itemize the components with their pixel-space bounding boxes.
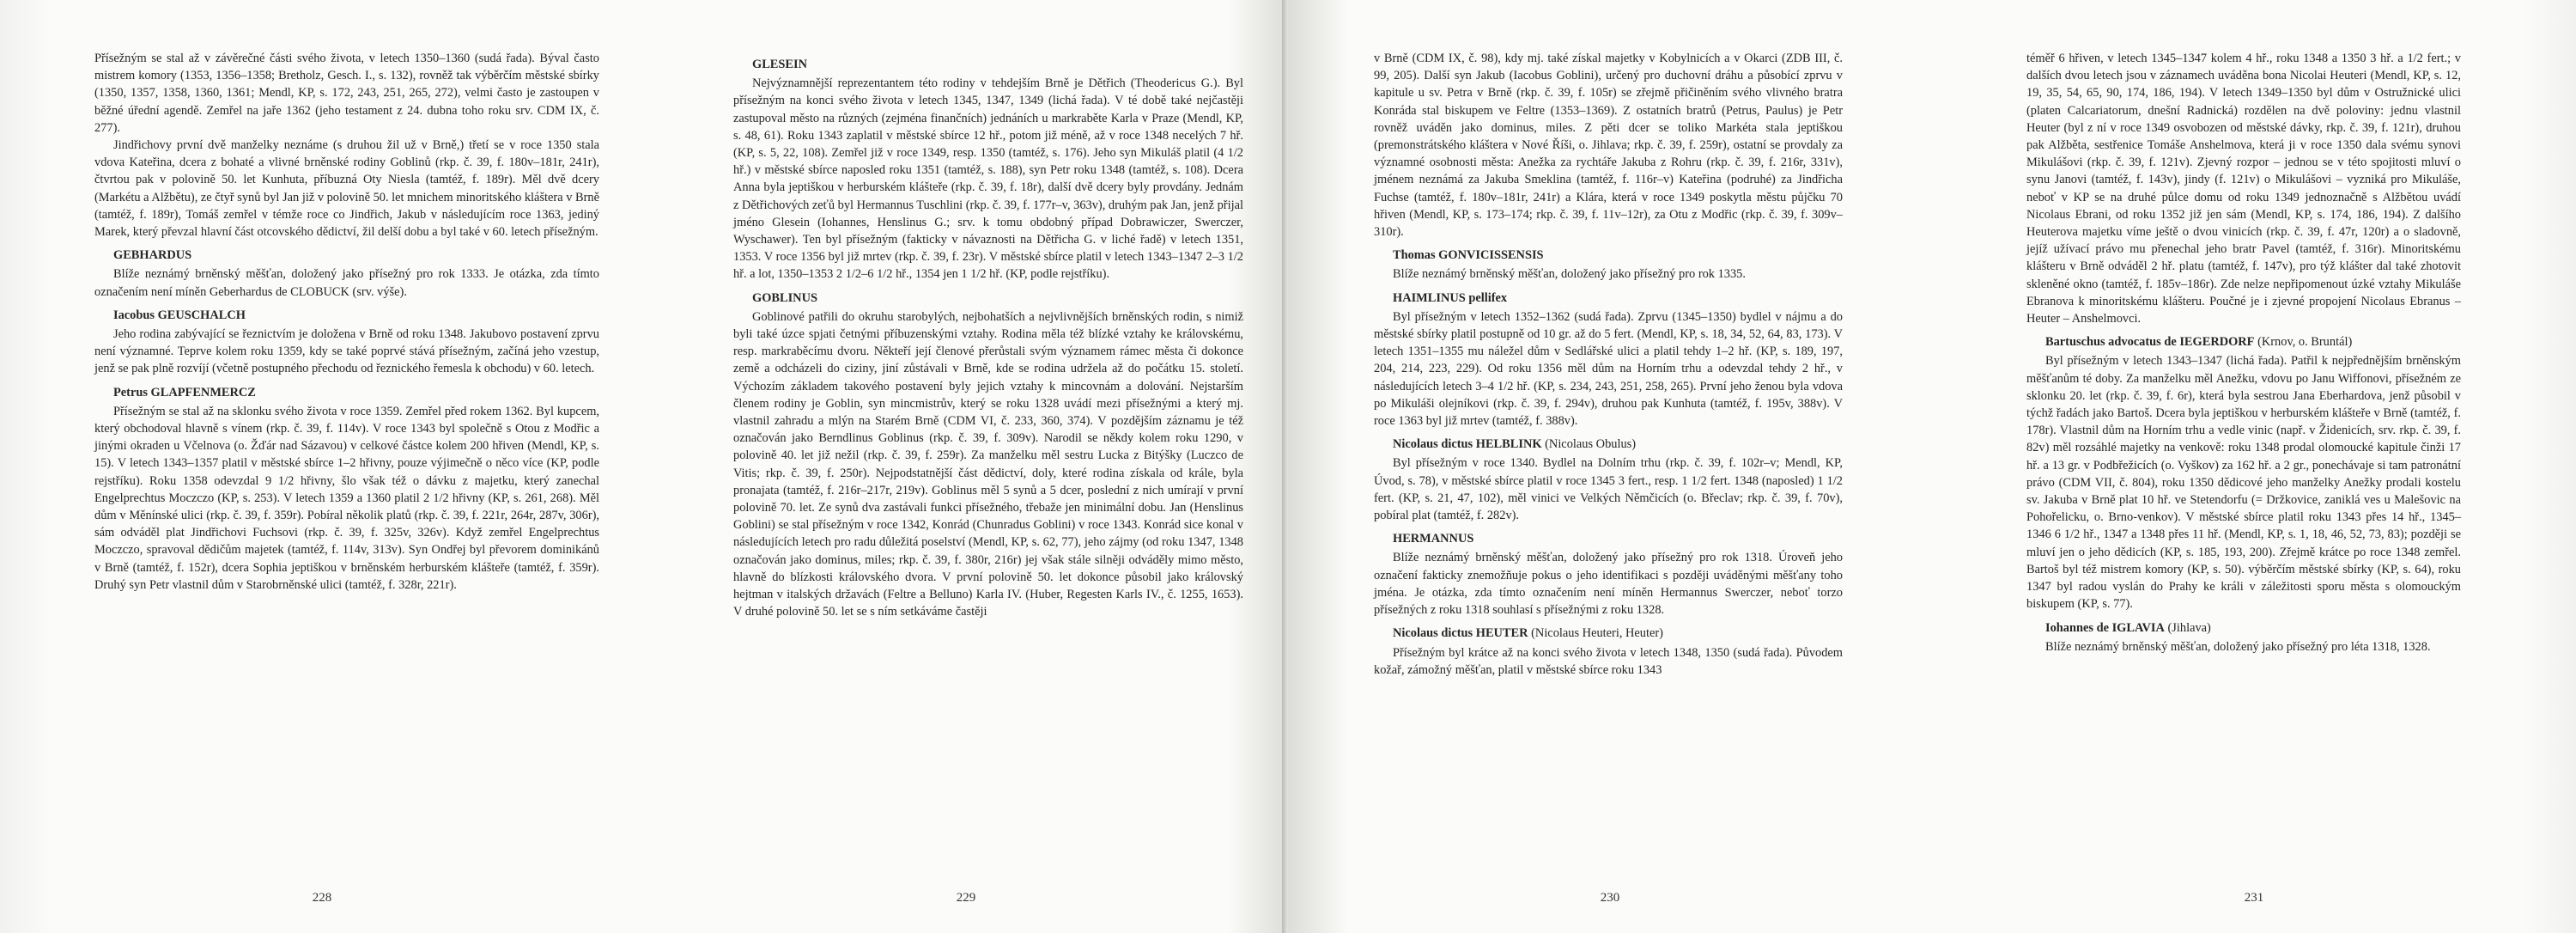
- paragraph: Jeho rodina zabývající se řeznictvím je doložena v Brně od roku 1348. Jakubovo postavení zprvu není významné. Teprve kolem roku 1359, kdy se také poprvé stává přísežným, začíná jeho vzestup, jenž se pak plně rozvíjí (včetně postupného přechodu od řeznického řemesla k obchodu) v 60. letech.: [94, 327, 599, 376]
- page-right-outer: [1932, 0, 2576, 933]
- page-number: 228: [312, 891, 332, 905]
- entry-name: HERMANNUS: [1393, 532, 1474, 546]
- page-number: 230: [1600, 891, 1620, 905]
- entry-name: HAIMLINUS pellifex: [1393, 290, 1508, 305]
- entry-name-note: (Krnov, o. Bruntál): [2254, 335, 2353, 350]
- entry-heading: [113, 307, 599, 324]
- page-left-inner: [644, 0, 1288, 933]
- page-text: [94, 50, 599, 594]
- entry-name: Petrus GLAPFENMERCZ: [113, 385, 256, 399]
- entry-name: GLESEIN: [752, 58, 807, 71]
- entry-heading: [2045, 619, 2461, 637]
- entry-heading: [2045, 333, 2461, 351]
- page-number: 231: [2244, 891, 2264, 905]
- page-left-outer: [0, 0, 644, 933]
- entry-name: Iacobus GEUSCHALCH: [113, 308, 246, 322]
- paragraph: Jindřichovy první dvě manželky neznáme (s druhou žil už v Brně,) třetí se v roce 1350 stala vdova Kateřina, dcera z bohaté a vlivné brněnské rodiny Goblinů (rkp. č. 39, f. 180v–181r, 241r), čtvrtou pak v polovině 50. let Kunhuta, příbuzná Oty Niesla (tamtéž, f. 189r). Měl dvě dcery (Markétu a Alžbětu), ze čtyř synů byl Jan již v polovině 50. let mnichem minoritského kláštera v Brně (tamtéž, f. 189r), Tomáš zemřel v témže roce co Jindřich, Jakub v následujícím roce 1363, jediný Marek, který převzal hlavní část otcovského dědictví, žil delší dobu a byl také v 60. letech přísežným.: [94, 138, 599, 240]
- entry-heading: [1393, 530, 1843, 547]
- entry-heading: [752, 56, 1243, 73]
- paragraph: Přísežným se stal až na sklonku svého života v roce 1359. Zemřel před rokem 1362. Byl kupcem, který obchodoval hlavně s vínem (rkp. č. 39, f. 114v). V roce 1343 byl společně s Otou z Modřic a jinými okraden u Včelnova (o. Žďár nad Sázavou) v celkové částce kolem 200 hřiven (Mendl, KP, s. 15). V letech 1343–1357 platil v městské sbírce 1–2 hřivny, pouze výjimečně o něco více (KP, podle rejstříku). Roku 1358 odevzdal 9 1/2 hřivny, šlo však též o dávku z majetku, který zanechal Engelprechtus Moczczo (KP, s. 253). V letech 1359 a 1360 platil 2 1/2 hřivny (KP, s. 261, 268). Měl dům v Měnínské ulici (rkp. č. 39, f. 359r). Pobíral několik platů (rkp. č. 39, f. 221r, 264r, 287v, 306r), sám odváděl plat Jindřichovi Fuchsovi (rkp. č. 39, f. 325v, 326v). Když zemřel Engelprechtus Moczczo, spravoval dědičům majetek (tamtéž, f. 114v, 313v). Syn Ondřej byl převorem dominikánů v Brně (tamtéž, f. 152r), dcera Sophia jeptiškou v brněnském herburském klášteře (tamtéž, f. 359r). Druhý syn Petr vlastnil dům v Starobrněnské ulici (tamtéž, f. 328r, 221r).: [94, 404, 599, 592]
- paragraph: Byl přísežným v letech 1352–1362 (sudá řada). Zprvu (1345–1350) bydlel v nájmu a do městské sbírky platil postupně od 10 gr. až do 5 fert. (Mendl, KP, s. 18, 34, 52, 64, 83, 173). V letech 1351–1355 mu náležel dům v Sedlářské ulici a platil tehdy 1–2 hř. (KP, s. 189, 197, 204, 214, 223, 229). Od roku 1356 měl dům na Horním trhu a odevzdal tehdy 2 hř., v následujících letech 3–4 1/2 hř. (KP, s. 234, 243, 251, 258, 265). První jeho ženou byla vdova po Mikuláši olejníkovi (rkp. č. 39, f. 294v), druhou pak Kunhuta (tamtéž, f. 195v, 388v). V roce 1363 byl již mrtev (tamtéž, f. 388v).: [1374, 309, 1843, 429]
- entry-name: Thomas GONVICISSENSIS: [1393, 248, 1544, 263]
- paragraph: Byl přísežným v roce 1340. Bydlel na Dolním trhu (rkp. č. 39, f. 102r–v; Mendl, KP, Úvod, s. 78), v městské sbírce platil v roce 1345 3 fert., resp. 1 1/2 fert. 1348 (naposled) 1 1/2 fert. (KP, s. 21, 47, 102), měl vinici ve Velkých Němčicích (o. Břeclav; rkp. č. 39, f. 70v), pobíral plat (tamtéž, f. 282v).: [1374, 456, 1843, 523]
- entry-name: Nicolaus dictus HELBLINK: [1393, 437, 1542, 452]
- entry-name: Bartuschus advocatus de IEGERDORF: [2045, 335, 2255, 350]
- entry-name-note: (Jihlava): [2164, 620, 2211, 635]
- entry-heading: [1393, 290, 1843, 307]
- paragraph: Blíže neznámý brněnský měšťan, doložený jako přísežný pro léta 1318, 1328.: [2045, 639, 2431, 654]
- paragraph: Blíže neznámý brněnský měšťan, doložený jako přísežný pro rok 1333. Je otázka, zda tímto označením není míněn Geberhardus de CLOBUCK (srv. výše).: [94, 267, 599, 299]
- paragraph: Nejvýznamnější reprezentantem této rodiny v tehdejším Brně je Dětřich (Theodericus G.). Byl přísežným na konci svého života v letech 1345, 1347, 1349 (lichá řada). V té době také nejčastěji zastupoval město na různých (zejména finančních) jednáních u markraběte Karla v Praze (Mendl, KP, s. 48, 61). Roku 1343 zaplatil v městské sbírce 12 hř., potom již méně, až v roce 1348 necelých 7 hř. (KP, s. 5, 22, 108). Zemřel již v roce 1349, resp. 1350 (tamtéž, s. 176). Jeho syn Mikuláš platil (4 1/2 hř.) v městské sbírce naposled roku 1351 (tamtéž, s. 188), syn Petr roku 1348 (tamtéž, s. 108). Dcera Anna byla jeptiškou v herburském klášteře (rkp. č. 39, f. 18r), další dvě dcery byly provdány. Jednám z Dětřichových zeťů byl Hermannus Tuschlini (rkp. č. 39, f. 177r–v, 363v), druhým pak Jan, jenž přijal jméno Glesein (Iohannes, Henslinus G.; srv. k tomu obdobný případ Dobrawiczer, Swerczer, Wyschawer). Ten byl přísežným (fakticky v návaznosti na Dětřicha G. v liché řadě) v letech 1351, 1353. V roce 1356 byl již mrtev (rkp. č. 39, f. 23r). V městské sbírce platil v letech 1343–1347 2–3 1/2 hř. a lot, 1350–1353 2 1/2–6 1/2 hř., 1354 jen 1 1/2 hř. (KP, podle rejstříku).: [733, 76, 1243, 282]
- page-text: [1374, 50, 1843, 679]
- paragraph: Blíže neznámý brněnský měšťan, doložený jako přísežný pro rok 1318. Úroveň jeho označení fakticky znemožňuje pokus o jeho identifikaci s později uváděnými měšťany toho jména. Je otázka, zda tímto označením není míněn Hermannus Swerczer, neboť torzo přísežných z roku 1318 souhlasí s přísežnými z roku 1328.: [1374, 551, 1843, 618]
- page-text: [733, 56, 1243, 621]
- page-right-inner: [1288, 0, 1932, 933]
- entry-name: Nicolaus dictus HEUTER: [1393, 626, 1528, 641]
- paragraph: Blíže neznámý brněnský měšťan, doložený jako přísežný pro rok 1335.: [1393, 267, 1746, 282]
- entry-heading: [113, 247, 599, 264]
- entry-name: GOBLINUS: [752, 290, 817, 305]
- entry-name: Iohannes de IGLAVIA: [2045, 620, 2165, 635]
- entry-heading: [1393, 625, 1843, 642]
- entry-heading: [1393, 247, 1843, 264]
- page-number: 229: [956, 891, 976, 905]
- paragraph: Přísežným se stal až v závěrečné části svého života, v letech 1350–1360 (sudá řada). Býval často mistrem komory (1353, 1356–1358; Bretholz, Gesch. I., s. 132), rovněž tak výběrčím městské sbírky (1350, 1357, 1358, 1360, 1361; Mendl, KP, s. 172, 243, 251, 265, 272), velmi často je zastoupen v běžné úřední agendě. Zemřel na jaře 1362 (jeho testament z 24. dubna toho roku srv. CDM IX, č. 277).: [94, 52, 599, 135]
- paragraph: v Brně (CDM IX, č. 98), kdy mj. také získal majetky v Kobylnicích a v Okarci (ZDB III, č. 99, 205). Další syn Jakub (Iacobus Goblini), určený pro duchovní dráhu a působící zprvu v kapitule u sv. Petra v Brně (rkp. č. 39, f. 105r) se zřejmě přičiněním svého vlivného bratra Konráda stal biskupem ve Feltre (1353–1369). Z ostatních bratrů (Petrus, Paulus) je Petr rovněž uváděn jako dominus, miles. Z pěti dcer se toliko Markéta stala jeptiškou (premonstrátského kláštera v Nové Říši, o. Jihlava; rkp. č. 39, f. 259r), ostatní se provdaly za významné osobnosti města: Anežka za rychtáře Jakuba z Rohru (rkp. č. 39, f. 216r, 331v), jménem neznámá za Jakuba Smeklina (tamtéž, f. 116r–v) Kateřina (podruhé) za Jindřicha Fuchse (tamtéž, f. 180v–181r, 241r) a Klára, která v roce 1349 poskytla městu půjčku 70 hřiven (Mendl, KP, s. 173–174; rkp. č. 39, f. 11v–12r), za Otu z Modřic (rkp. č. 39, f. 309v–310r).: [1374, 52, 1843, 240]
- paragraph: Byl přísežným v letech 1343–1347 (lichá řada). Patřil k nejpřednějším brněnským měšťanům té doby. Za manželku měl Anežku, vdovu po Janu Wiffonovi, přísežném ze sklonku 20. let (rkp. č. 39, f. 6r), která byla sestrou Jana Eberhardova, jenž působil v týchž řadách jako Bartoš. Dcera byla jeptiškou v herburském klášteře v Brně (tamtéž, f. 178r). Vlastnil dům na Horním trhu a vedle vinic (např. v Židenicích, srv. rkp. č. 39, f. 82v) měl rozsáhlé majetky na venkově: roku 1348 prodal olomoucké kapitule činži 17 hř. a 13 gr. v Podbřežicích (o. Vyškov) za 162 hř. a 2 gr., ponechávaje si tam patronátní právo (CDM VII, č. 804), roku 1350 dědicové jeho manželky Anežky prodali kostelu sv. Jakuba v Brně plat 10 hř. ve Stetendorfu (= Držkovice, zaniklá ves u Malešovic na Pohořelicku, o. Brno-venkov). V městské sbírce platil roku 1343 přes 14 hř., 1345–1346 6 1/2 hř., 1347 a 1348 přes 11 hř. (Mendl, KP, s. 1, 18, 46, 52, 73, 83); později se mluví jen o jeho dědicích (KP, s. 185, 193, 200). Zřejmě krátce po roce 1348 zemřel. Bartoš byl též mistrem komory (KP, s. 50). výběrčím městské sbírky (KP, s. 64), roku 1347 byl radou vyslán do Prahy ke králi v záležitosti sporu města s olomouckým biskupem (KP, s. 77).: [2026, 354, 2461, 612]
- entry-heading: [1393, 436, 1843, 453]
- paragraph: téměř 6 hřiven, v letech 1345–1347 kolem 4 hř., roku 1348 a 1350 3 hř. a 1/2 fert.; v dalších dvou letech jsou v záznamech uváděna bona Nicolai Heuteri (Mendl, KP, s. 12, 19, 35, 54, 65, 90, 174, 186, 194). V letech 1349–1350 byl dům v Ostružnické ulici (platen Calcariatorum, dnešní Radnická) rozdělen na dvě poloviny: jednu vlastnil Heuter (byl z ní v roce 1349 osvobozen od městské dávky, rkp. č. 39, f. 121r), druhou pak Alžběta, sestřenice Tomáše Anshelmova, která ji v roce 1350 dala svému synovi Mikulášovi (rkp. č. 39, f. 121v). Zjevný rozpor – jednou se v této spojitosti mluví o synu Janovi (tamtéž, f. 143v), jindy (f. 121v) o Mikulášovi – vyzniká pro Mikuláše, neboť v KP se na druhé půlce domu od roku 1349 jednoznačně s Alžbětou uvádí Nicolaus Ebrani, od roku 1352 již jen sám (Mendl, KP, s. 174, 186, 194). Z dalšího Heuterova majetku víme ještě o dvou vinicích (rkp. č. 39, f. 47r, 120r) a o sladovně, jejíž užívací právo mu přenechal jeho bratr Pavel (tamtéž, f. 316r). Minoritskému klášteru v Brně odváděl 2 hř. platu (tamtéž, f. 147v), pro týž klášter dal také zhotovit skleněné okno (tamtéž, f. 185v–186r). Zde nelze nepřipomenout úzké vztahy Mikuláše Ebranova k minoritskému klášteru. Poučné je i zjevné propojení Nicolaus Ebranus – Heuter – Anshelmovci.: [2026, 52, 2461, 326]
- paragraph: Goblinové patřili do okruhu starobylých, nejbohatších a nejvlivnějších brněnských rodin, s nimiž byli také úzce spjati četnými příbuzenskými vztahy. Rodina měla též blízké vztahy ke královskému, resp. markraběcímu dvoru. Někteří její členové přerůstali svým významem rámec města či dokonce země a odcházeli do ciziny, jiní zůstávali v Brně, kde se rodina udržela až do počátku 15. století. Výchozím základem takového postavení byly jejich vztahy k mincovnám a dolování. Nejstarším členem rodiny je Goblin, syn mincmistrův, který se roku 1328 uvádí mezi přísežnými a který mj. vlastnil zahradu a mlýn na Starém Brně (CDM VI, č. 233, 360, 374). V pozdějším záznamu je též označován jako Berndlinus Goblinus (rkp. č. 39, f. 309v). Narodil se někdy kolem roku 1290, v polovině 40. let již nežil (rkp. č. 39, f. 259r). Za manželku měl sestru Lucka z Bitýšky (Luczco de Vitis; rkp. č. 39, f. 250r). Nejpodstatnější část dědictví, doly, které rodina získala od krále, byla pronajata (tamtéž, f. 216r–217r, 219v). Goblinus měl 5 synů a 5 dcer, poslední z nich umírají v první polovině 70. let. Ze synů dva zastávali funkci přísežného, třebaže jen minimální dobu. Jan (Henslinus Goblini) se stal přísežným v roce 1342, Konrád (Chunradus Goblini) v roce 1343. Konrád sice konal v následujících letech pro radu důležitá poselství (Mendl, KP, s. 62, 77), jeho zájmy (od roku 1347, 1348 označován jako dominus, miles; rkp. č. 39, f. 380r, 216r) jej však stále silněji odváděly mimo město, hlavně do blízkosti královského dvora. V první polovině 50. let dokonce působil jako královský hejtman v italských državách (Feltre a Belluno) Karla IV. (Huber, Regesten Karls IV., č. 1255, 1653). V druhé polovině 50. let se s ním setkáváme častěji: [733, 309, 1243, 619]
- entry-heading: [113, 384, 599, 401]
- page-text: [2026, 50, 2461, 656]
- entry-name-note: (Nicolaus Heuteri, Heuter): [1528, 626, 1663, 641]
- entry-name-note: (Nicolaus Obulus): [1541, 437, 1637, 452]
- entry-heading: [752, 290, 1243, 307]
- paragraph: Přísežným byl krátce až na konci svého života v letech 1348, 1350 (sudá řada). Původem kožař, zámožný měšťan, platil v městské sbírce roku 1343: [1374, 645, 1843, 677]
- entry-name: GEBHARDUS: [113, 248, 192, 263]
